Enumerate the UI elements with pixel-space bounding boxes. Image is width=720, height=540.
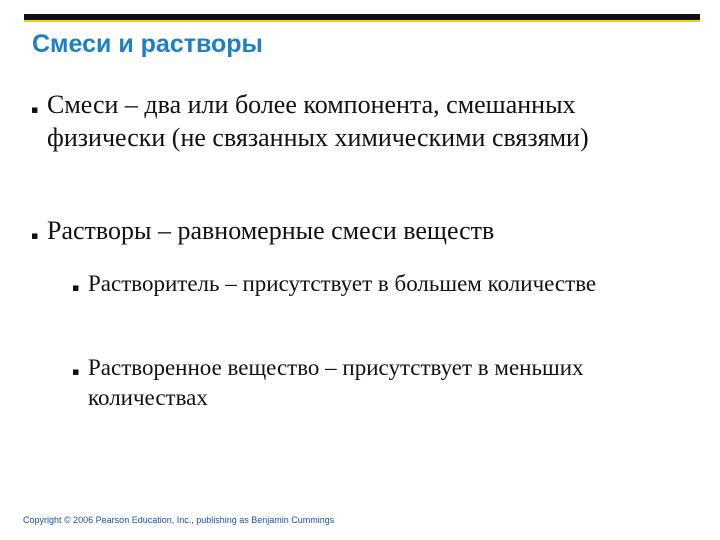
bullet-item <box>31 214 681 247</box>
bullet-item <box>31 88 681 154</box>
slide-title: Смеси и растворы <box>32 30 263 58</box>
square-bullet-icon: ▪ <box>72 281 80 294</box>
sub-bullet-text: Растворитель – присутствует в большем количестве <box>88 271 597 296</box>
copyright-footer: Copyright © 2006 Pearson Education, Inc., publishing as Benjamin Cummings <box>23 515 335 525</box>
bullet-text: Смеси – два или более компонента, смешанных физически (не связанных химическими связями) <box>47 90 589 152</box>
bullet-text: Растворы – равномерные смеси веществ <box>47 216 495 245</box>
top-rule-accent <box>24 20 700 22</box>
square-bullet-icon: ▪ <box>31 229 39 242</box>
sub-bullet-item <box>72 353 632 413</box>
square-bullet-icon: ▪ <box>72 365 80 378</box>
sub-bullet-text: Растворенное вещество – присутствует в меньших количествах <box>88 355 584 410</box>
square-bullet-icon: ▪ <box>31 103 39 116</box>
sub-bullet-item <box>72 269 632 299</box>
